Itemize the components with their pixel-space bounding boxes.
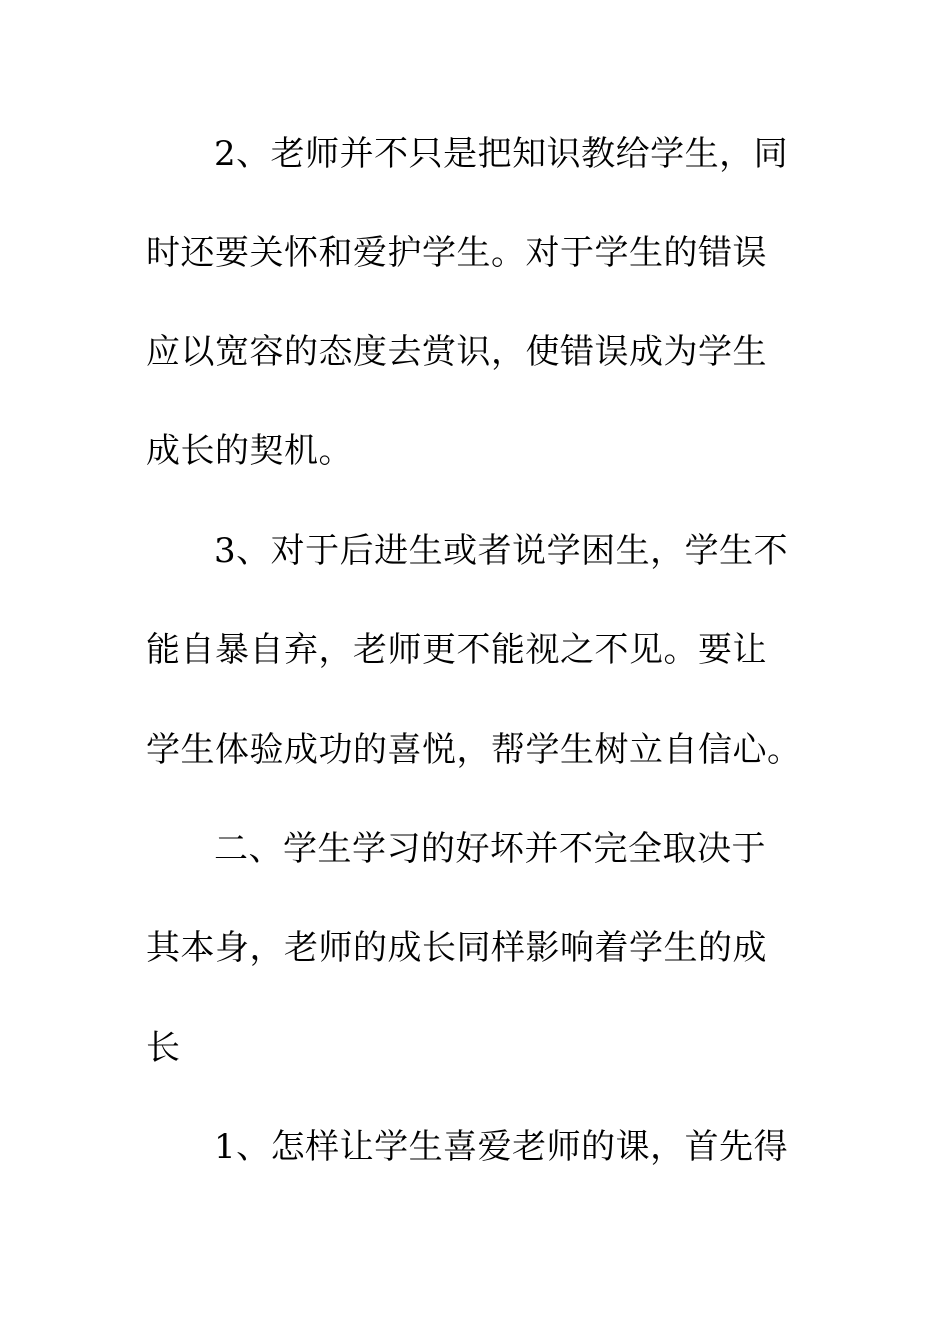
paragraph-2-line-2: 时还要关怀和爱护学生。对于学生的错误	[146, 233, 767, 273]
paragraph-2-line-1: 2、老师并不只是把知识教给学生，同	[214, 134, 789, 174]
paragraph-2-line-4: 成长的契机。	[146, 431, 353, 471]
section-2-heading-line-1: 二、学生学习的好坏并不完全取决于	[214, 829, 766, 869]
paragraph-2-line-3: 应以宽容的态度去赏识，使错误成为学生	[146, 332, 767, 372]
paragraph-1-line-1: 1、怎样让学生喜爱老师的课，首先得	[214, 1127, 789, 1167]
paragraph-3-line-3: 学生体验成功的喜悦，帮学生树立自信心。	[146, 730, 802, 770]
paragraph-3-line-1: 3、对于后进生或者说学困生，学生不	[214, 531, 789, 571]
paragraph-3-line-2: 能自暴自弃，老师更不能视之不见。要让	[146, 630, 767, 670]
section-2-heading-line-2: 其本身，老师的成长同样影响着学生的成	[146, 928, 767, 968]
section-2-heading-line-3: 长	[146, 1028, 181, 1068]
